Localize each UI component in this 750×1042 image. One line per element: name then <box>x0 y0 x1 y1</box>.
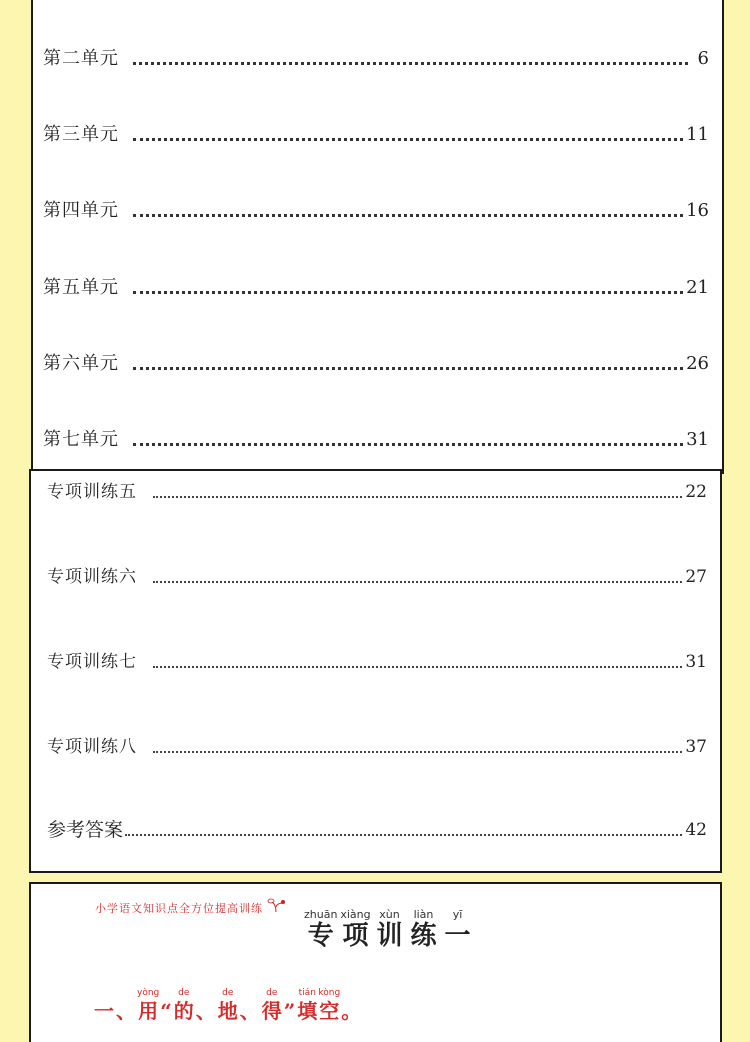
question-pinyin: de <box>222 988 234 998</box>
toc-entry-page: 6 <box>697 48 709 69</box>
toc-entry-label: 专项训练七 <box>47 652 137 672</box>
toc-entry-page: 42 <box>685 820 707 840</box>
question-hanzi: “ <box>160 999 172 1023</box>
title-pinyin: liàn <box>413 908 434 921</box>
book-header-text: 小学语文知识点全方位提高训练 <box>95 902 263 915</box>
question-pinyin: yòng <box>137 988 160 998</box>
question-hanzi: 得 <box>261 999 282 1023</box>
toc-entry-page: 31 <box>686 429 709 450</box>
question-hanzi: 地 <box>217 999 238 1023</box>
title-char <box>304 908 337 951</box>
title-char <box>373 908 405 951</box>
toc-entry-page: 31 <box>685 652 707 672</box>
dot-leader <box>125 834 682 836</box>
question-hanzi: 填 <box>297 999 318 1023</box>
toc-entry-page: 27 <box>685 567 707 587</box>
question-hanzi: 、 <box>116 999 136 1023</box>
title-pinyin: xiàng <box>340 908 371 921</box>
title-char <box>407 908 439 951</box>
question-char <box>137 988 159 1023</box>
toc-entry[interactable] <box>47 481 707 503</box>
question-hanzi: 的 <box>173 999 194 1023</box>
toc-entry[interactable] <box>43 48 709 70</box>
title-pinyin: yī <box>452 908 463 921</box>
question-hanzi: 一 <box>94 999 114 1023</box>
question-pinyin: kòng <box>318 988 341 998</box>
question-char <box>318 988 340 1023</box>
toc-page-top <box>31 0 724 474</box>
toc-entry-label: 专项训练八 <box>47 737 137 757</box>
toc-entry[interactable] <box>43 200 709 222</box>
sprout-icon <box>267 898 285 915</box>
question-char <box>340 988 362 1023</box>
toc-entry-label: 参考答案 <box>47 819 124 841</box>
question-char <box>239 988 261 1023</box>
toc-entry-page: 21 <box>686 277 709 298</box>
question-hanzi: 。 <box>341 999 362 1023</box>
question-heading <box>93 988 362 1023</box>
question-char <box>173 988 195 1023</box>
title-char <box>441 908 473 951</box>
question-pinyin: tián <box>298 988 316 998</box>
title-hanzi: 一 <box>444 921 471 951</box>
toc-entry[interactable] <box>47 651 707 673</box>
toc-entry-answers[interactable] <box>47 819 707 841</box>
question-char <box>93 988 115 1023</box>
toc-entry-label: 第三单元 <box>43 124 119 145</box>
title-hanzi: 项 <box>342 921 369 951</box>
toc-entry[interactable] <box>43 124 709 146</box>
toc-entry[interactable] <box>43 429 709 451</box>
dot-leader <box>153 666 682 668</box>
toc-entry-label: 第四单元 <box>43 200 119 221</box>
dot-leader <box>153 496 682 498</box>
title-hanzi: 专 <box>307 921 334 951</box>
question-char <box>159 988 173 1023</box>
question-char <box>217 988 239 1023</box>
dot-leader <box>133 367 683 370</box>
title-char <box>339 908 371 951</box>
toc-entry-page: 37 <box>685 737 707 757</box>
question-char <box>261 988 283 1023</box>
dot-leader <box>153 751 682 753</box>
toc-entry[interactable] <box>47 566 707 588</box>
dot-leader <box>153 581 682 583</box>
toc-entry-label: 专项训练六 <box>47 567 137 587</box>
toc-page-middle <box>29 469 722 873</box>
exercise-page <box>29 882 722 1042</box>
toc-entry-label: 第二单元 <box>43 48 119 69</box>
title-pinyin: xùn <box>379 908 400 921</box>
toc-entry-page: 26 <box>686 353 709 374</box>
toc-entry-page: 16 <box>686 200 709 221</box>
question-char <box>195 988 217 1023</box>
question-hanzi: ” <box>283 999 296 1023</box>
question-hanzi: 、 <box>239 999 260 1023</box>
title-hanzi: 练 <box>410 921 437 951</box>
toc-entry-label: 专项训练五 <box>47 482 137 502</box>
dot-leader <box>133 214 683 217</box>
question-pinyin: de <box>178 988 190 998</box>
question-hanzi: 用 <box>138 999 159 1023</box>
dot-leader <box>133 138 683 141</box>
dot-leader <box>133 443 683 446</box>
toc-entry[interactable] <box>43 353 709 375</box>
dot-leader <box>133 62 688 65</box>
toc-entry[interactable] <box>43 277 709 299</box>
toc-entry-page: 22 <box>685 482 707 502</box>
toc-entry-page: 11 <box>686 124 709 145</box>
question-char <box>283 988 297 1023</box>
question-pinyin: de <box>266 988 278 998</box>
dot-leader <box>133 291 683 294</box>
question-hanzi: 、 <box>195 999 216 1023</box>
toc-entry-label: 第七单元 <box>43 429 119 450</box>
question-char <box>115 988 137 1023</box>
question-char <box>296 988 318 1023</box>
title-pinyin: zhuān <box>304 908 338 921</box>
book-header <box>95 898 285 916</box>
toc-entry-label: 第五单元 <box>43 277 119 298</box>
exercise-title <box>303 908 475 951</box>
toc-entry[interactable] <box>47 736 707 758</box>
question-hanzi: 空 <box>319 999 340 1023</box>
title-hanzi: 训 <box>376 921 403 951</box>
toc-entry-label: 第六单元 <box>43 353 119 374</box>
